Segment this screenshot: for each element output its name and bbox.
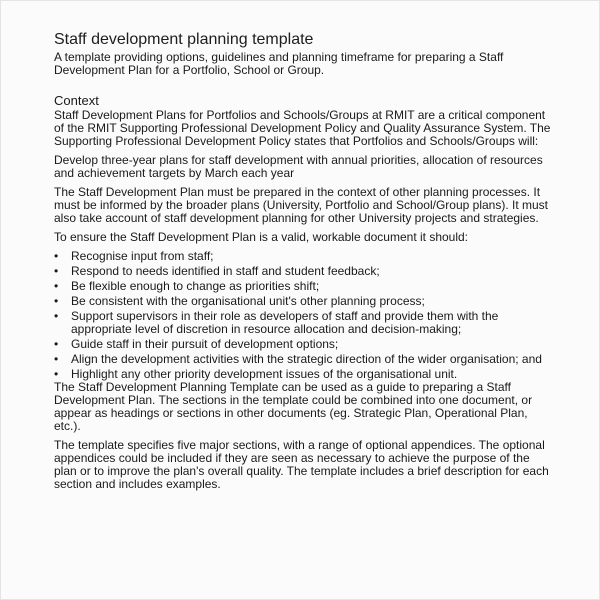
bullet-marker: • [54,279,59,293]
bullet-marker: • [54,367,59,381]
list-item-text: Support supervisors in their role as developers of staff and provide them with the appropriate level of discretion in resource allocation and decision-making; [71,309,499,336]
list-item [54,280,554,293]
list-item [54,338,554,351]
page-title: Staff development planning template [54,31,314,48]
list-item-text: Align the development activities with the strategic direction of the wider organisation; and [71,352,542,366]
list-item-text: Recognise input from staff; [71,249,214,263]
list-item [54,353,554,366]
planning-context-paragraph: The Staff Development Plan must be prepared in the context of other planning processes. It must be informed by the broader plans (University, Portfolio and School/Group plans). It must also take account of staff development planning for other University projects and strategies. [54,185,549,225]
list-item-text: Be consistent with the organisational unit's other planning process; [71,294,425,308]
template-usage-paragraph: The Staff Development Planning Template can be used as a guide to preparing a Staff Development Plan. The sections in the template could be combined into one document, or appear as headings or sections in other documents (eg. Strategic Plan, Operational Plan, etc.). [54,380,533,433]
bullet-marker: • [54,352,59,366]
bullet-marker: • [54,309,59,323]
context-intro-paragraph: Staff Development Plans for Portfolios and Schools/Groups at RMIT are a critical component of the RMIT Supporting Professional Development Policy and Quality Assurance System. The Supporting Professional Development Policy states that Portfolios and Schools/Groups will: [54,108,551,148]
policy-statement-paragraph: Develop three-year plans for staff development with annual priorities, allocation of resources and achievement targets by March each year [54,153,543,180]
bullet-marker: • [54,337,59,351]
bullet-marker: • [54,249,59,263]
list-item-text: Respond to needs identified in staff and student feedback; [71,264,380,278]
list-item [54,295,554,308]
list-item [54,368,554,381]
list-item-text: Guide staff in their pursuit of development options; [71,337,339,351]
page-subtitle: A template providing options, guidelines and planning timeframe for preparing a Staff Development Plan for a Portfolio, School or Group. [54,50,504,77]
list-item-text: Highlight any other priority development issues of the organisational unit. [71,367,458,381]
document-page [54,30,554,491]
list-item [54,250,554,263]
bullet-marker: • [54,264,59,278]
list-item [54,310,554,336]
list-item-text: Be flexible enough to change as priorities shift; [71,279,320,293]
context-heading: Context [54,93,99,108]
template-sections-paragraph: The template specifies five major sections, with a range of optional appendices. The optional appendices could be included if they are seen as necessary to achieve the purpose of the plan or to improve the plan's overall quality. The template includes a brief description for each section and includes examples. [54,438,549,491]
bullet-marker: • [54,294,59,308]
list-item [54,265,554,278]
requirements-list [54,250,554,381]
requirements-intro-paragraph: To ensure the Staff Development Plan is a valid, workable document it should: [54,230,469,244]
